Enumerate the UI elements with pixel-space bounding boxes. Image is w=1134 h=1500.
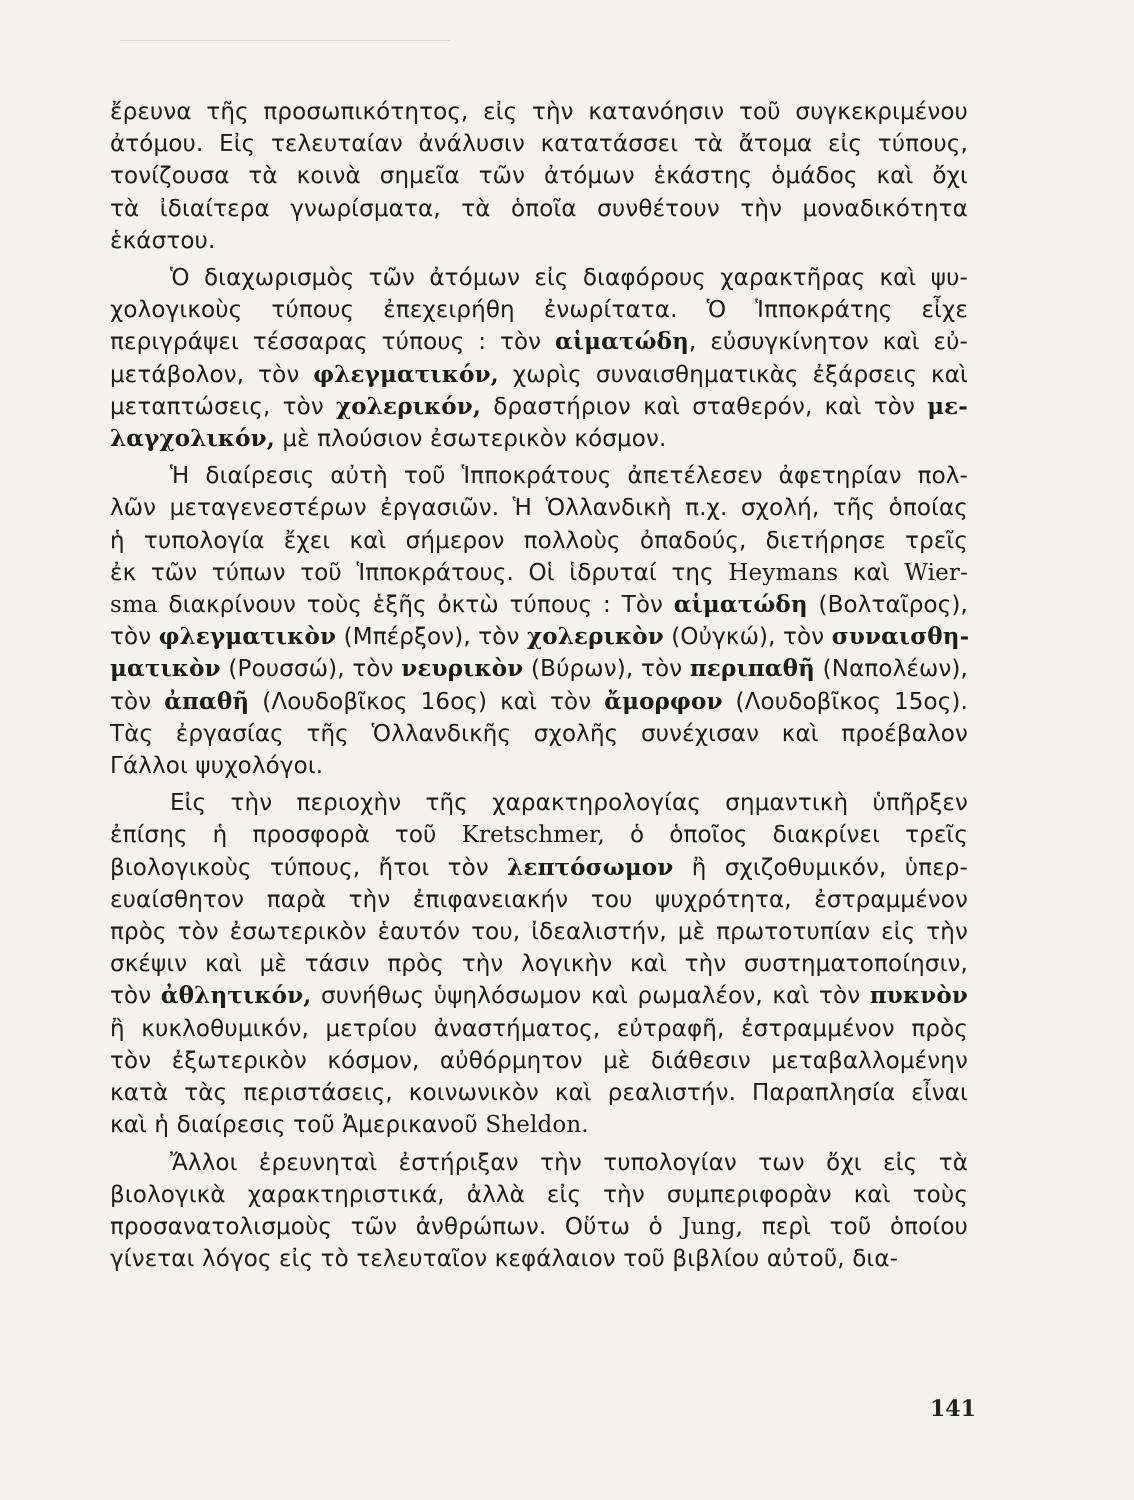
text-segment: ἀτόμου. Εἰς τελευταίαν ἀνάλυσιν κατατάσσει τὰ ἄτομα εἰς τύπους,: [110, 131, 968, 158]
text-segment: (Οὐγκώ), τὸν: [663, 624, 832, 651]
bold-term: με-: [927, 392, 968, 420]
text-segment: Ἡ διαίρεσις αὐτὴ τοῦ Ἱπποκράτους ἀπετέλεσεν ἀφετηρίαν πολ-: [170, 463, 968, 490]
text-line: [110, 750, 968, 782]
text-segment: (Ναπολέων),: [814, 656, 968, 683]
text-segment: ἐπίσης ἡ προσφορὰ τοῦ: [110, 822, 462, 849]
text-line: [110, 96, 968, 128]
text-line: [110, 1147, 968, 1179]
text-segment: Τὰς ἐργασίας τῆς Ὁλλανδικῆς σχολῆς συνέχισαν καὶ προέβαλον: [110, 720, 968, 747]
text-line: [110, 819, 968, 851]
text-segment: τὸν: [110, 983, 161, 1010]
text-segment: τὸν: [110, 624, 159, 651]
text-segment: πρὸς τὸν ἐσωτερικὸν ἑαυτόν του, ἰδεαλιστήν, μὲ πρωτοτυπίαν εἰς τὴν: [110, 919, 968, 946]
text-line: [110, 718, 968, 750]
text-segment: καὶ ἡ διαίρεσις τοῦ Ἀμερικανοῦ: [110, 1112, 486, 1139]
text-line: [110, 262, 968, 294]
text-line: [110, 1211, 968, 1243]
text-segment: Sheldon.: [485, 1112, 589, 1139]
text-segment: καὶ: [838, 559, 905, 586]
text-line: [110, 492, 968, 524]
body-text: [110, 96, 968, 1275]
text-segment: ὁ ὁποῖος διακρίνει τρεῖς: [604, 822, 968, 849]
bold-term: συναισθη-: [831, 623, 970, 651]
text-line: [110, 653, 968, 685]
text-line: [110, 589, 968, 621]
text-line: [110, 884, 968, 916]
text-segment: ἑκάστου.: [110, 227, 216, 254]
text-line: [110, 225, 968, 257]
text-segment: τονίζουσα τὰ κοινὰ σημεῖα τῶν ἀτόμων ἑκάστης ὁμάδος καὶ ὄχι: [110, 163, 968, 190]
text-segment: Heymans: [728, 559, 839, 586]
text-line: [110, 980, 968, 1012]
bold-term: ἀθλητικόν,: [160, 982, 312, 1010]
text-segment: μὲ πλούσιον ἐσωτερικὸν κόσμον.: [274, 426, 667, 453]
text-segment: χωρὶς συναισθηματικὰς ἐξάρσεις καὶ: [498, 361, 968, 388]
paragraph: [110, 1147, 968, 1276]
text-segment: τὰ ἰδιαίτερα γνωρίσματα, τὰ ὁποῖα συνθέτουν τὴν μοναδικότητα: [110, 195, 968, 222]
bold-term: λεπτόσωμον: [507, 853, 674, 881]
bold-term: λαγχολικόν,: [110, 425, 275, 453]
text-segment: χολογικοὺς τύπους ἐπεχειρήθη ἐνωρίτατα. Ὁ Ἱπποκράτης εἶχε: [110, 297, 968, 324]
bold-term: αἱματώδη: [673, 591, 808, 619]
text-line: [110, 621, 968, 653]
text-line: [110, 460, 968, 492]
text-line: [110, 525, 968, 557]
text-segment: κατὰ τὰς περιστάσεις, κοινωνικὸν καὶ ρεαλιστήν. Παραπλησία εἶναι: [110, 1080, 968, 1107]
text-segment: ευαίσθητον παρὰ τὴν ἐπιφανειακήν του ψυχρότητα, ἐστραμμένον: [110, 886, 968, 913]
text-line: [110, 1109, 968, 1141]
text-segment: Ἄλλοι ἐρευνηταὶ ἐστήριξαν τὴν τυπολογίαν των ὄχι εἰς τὰ: [170, 1149, 968, 1176]
text-line: [110, 948, 968, 980]
text-segment: μεταπτώσεις, τὸν: [110, 393, 337, 420]
text-segment: δραστήριον καὶ σταθερόν, καὶ τὸν: [481, 393, 928, 420]
bold-term: χολερικὸν: [526, 623, 664, 651]
text-line: [110, 787, 968, 819]
text-line: [110, 193, 968, 225]
text-segment: σκέψιν καὶ μὲ τάσιν πρὸς τὴν λογικὴν καὶ τὴν συστηματοποίησιν,: [110, 951, 968, 978]
text-segment: περιγράψει τέσσαρας τύπους : τὸν: [110, 329, 556, 356]
text-segment: Jung,: [681, 1213, 744, 1240]
bold-term: χολερικόν,: [336, 392, 482, 420]
bold-term: φλεγματικὸν: [158, 623, 337, 651]
text-segment: περὶ τοῦ ὁποίου: [743, 1213, 969, 1240]
text-segment: (Βολταῖρος),: [807, 592, 968, 619]
text-segment: γίνεται λόγος εἰς τὸ τελευταῖον κεφάλαιον τοῦ βιβλίου αὐτοῦ, δια-: [110, 1246, 899, 1273]
text-segment: βιολογικοὺς τύπους, ἤτοι τὸν: [110, 854, 508, 881]
text-segment: (Λουδοβῖκος 15ος).: [722, 688, 968, 715]
text-line: [110, 128, 968, 160]
top-rule: [120, 40, 450, 41]
paragraph: [110, 460, 968, 782]
text-segment: διακρίνουν τοὺς ἑξῆς ὀκτὼ τύπους : Τὸν: [157, 592, 674, 619]
text-line: [110, 1013, 968, 1045]
text-segment: βιολογικὰ χαρακτηριστικά, ἀλλὰ εἰς τὴν συμπεριφορὰν καὶ τοὺς: [110, 1181, 968, 1208]
text-segment: προσανατολισμοὺς τῶν ἀνθρώπων. Οὕτω ὁ: [110, 1213, 682, 1240]
text-segment: τὸν ἐξωτερικὸν κόσμον, αὐθόρμητον μὲ διάθεσιν μεταβαλλομένην: [110, 1047, 968, 1074]
bold-term: ματικὸν: [110, 655, 221, 683]
bold-term: φλεγματικόν,: [313, 360, 499, 388]
text-line: [110, 1179, 968, 1211]
text-line: [110, 160, 968, 192]
text-segment: Γάλλοι ψυχολόγοι.: [110, 753, 324, 780]
text-segment: ἔρευνα τῆς προσωπικότητος, εἰς τὴν κατανόησιν τοῦ συγκεκριμένου: [110, 99, 968, 125]
bold-term: νευρικὸν: [401, 655, 524, 683]
text-line: [110, 1243, 968, 1275]
text-segment: , εὐσυγκίνητον καὶ εὐ-: [689, 329, 968, 356]
text-line: [110, 557, 968, 589]
text-segment: τὸν: [110, 688, 165, 715]
bold-term: ἀπαθῆ: [164, 687, 250, 715]
bold-term: ἄμορφον: [604, 687, 723, 715]
text-line: [110, 852, 968, 884]
text-segment: (Μπέρξον), τὸν: [336, 624, 527, 651]
paragraph: [110, 96, 968, 257]
text-segment: sma: [110, 592, 158, 619]
text-segment: ἢ κυκλοθυμικόν, μετρίου ἀναστήματος, εὐτραφῆ, ἐστραμμένον πρὸς: [110, 1015, 968, 1042]
text-segment: Ὁ διαχωρισμὸς τῶν ἀτόμων εἰς διαφόρους χαρακτῆρας καὶ ψυ-: [170, 265, 968, 292]
text-segment: μετάβολον, τὸν: [110, 361, 314, 388]
bold-term: αἱματώδη: [555, 328, 690, 356]
text-line: [110, 1077, 968, 1109]
text-segment: (Ρουσσώ), τὸν: [220, 656, 402, 683]
text-line: [110, 359, 968, 391]
text-line: [110, 423, 968, 455]
text-segment: λῶν μεταγενεστέρων ἐργασιῶν. Ἡ Ὁλλανδικὴ π.χ. σχολή, τῆς ὁποίας: [110, 495, 968, 522]
bold-term: πυκνὸν: [869, 982, 968, 1010]
text-line: [110, 326, 968, 358]
text-line: [110, 294, 968, 326]
bold-term: περιπαθῆ: [689, 655, 815, 683]
text-line: [110, 686, 968, 718]
text-segment: συνήθως ὑψηλόσωμον καὶ ρωμαλέον, καὶ τὸν: [311, 983, 870, 1010]
text-segment: ἡ τυπολογία ἔχει καὶ σήμερον πολλοὺς ὀπαδούς, διετήρησε τρεῖς: [110, 527, 968, 554]
paragraph: [110, 787, 968, 1141]
text-segment: ἐκ τῶν τύπων τοῦ Ἱπποκράτους. Οἱ ἱδρυταί της: [110, 559, 729, 586]
text-segment: (Βύρων), τὸν: [523, 656, 690, 683]
paragraph: [110, 262, 968, 455]
text-segment: (Λουδοβῖκος 16ος) καὶ τὸν: [249, 688, 605, 715]
text-line: [110, 391, 968, 423]
text-line: [110, 916, 968, 948]
text-segment: Εἰς τὴν περιοχὴν τῆς χαρακτηρολογίας σημαντικὴ ὑπῆρξεν: [170, 790, 968, 817]
page-number: 141: [930, 1396, 976, 1422]
text-segment: Wier-: [904, 559, 968, 586]
text-line: [110, 1045, 968, 1077]
text-segment: Kretschmer,: [461, 822, 605, 849]
text-segment: ἢ σχιζοθυμικόν, ὑπερ-: [673, 854, 968, 881]
